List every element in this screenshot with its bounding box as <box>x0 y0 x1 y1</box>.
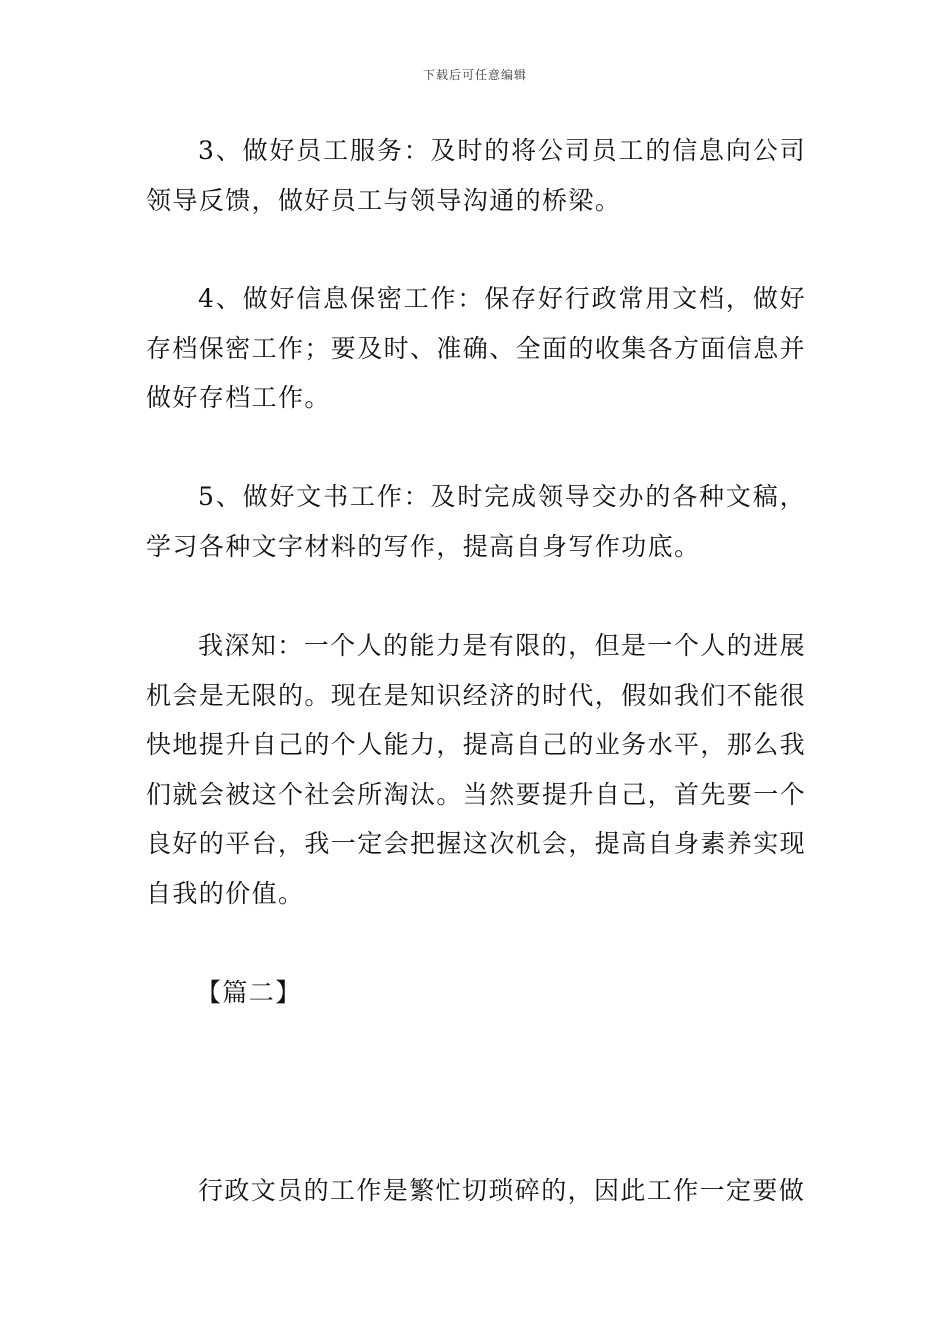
section-heading: 【篇二】 <box>196 978 302 1007</box>
paragraph-clerical-writing: 5、做好文书工作：及时完成领导交办的各种文稿，学习各种文字材料的写作，提高自身写作功底。 <box>146 482 806 561</box>
paragraph-employee-service: 3、做好员工服务：及时的将公司员工的信息向公司领导反馈，做好员工与领导沟通的桥梁。 <box>146 136 806 215</box>
paragraph-confidentiality: 4、做好信息保密工作：保存好行政常用文档，做好存档保密工作；要及时、准确、全面的收集各方面信息并做好存档工作。 <box>146 284 807 412</box>
download-note: 下载后可任意编辑 <box>422 68 527 82</box>
paragraph-admin-clerk: 行政文员的工作是繁忙切琐碎的，因此工作一定要做 <box>198 1176 806 1205</box>
paragraph-self-improvement: 我深知：一个人的能力是有限的，但是一个人的进展机会是无限的。现在是知识经济的时代，假如我们不能很快地提升自己的个人能力，提高自己的业务水平，那么我们就会被这个社会所淘汰。当然要提升自己，首先要一个良好的平台，我一定会把握这次机会，提高自身素养实现自我的价值。 <box>146 631 807 908</box>
